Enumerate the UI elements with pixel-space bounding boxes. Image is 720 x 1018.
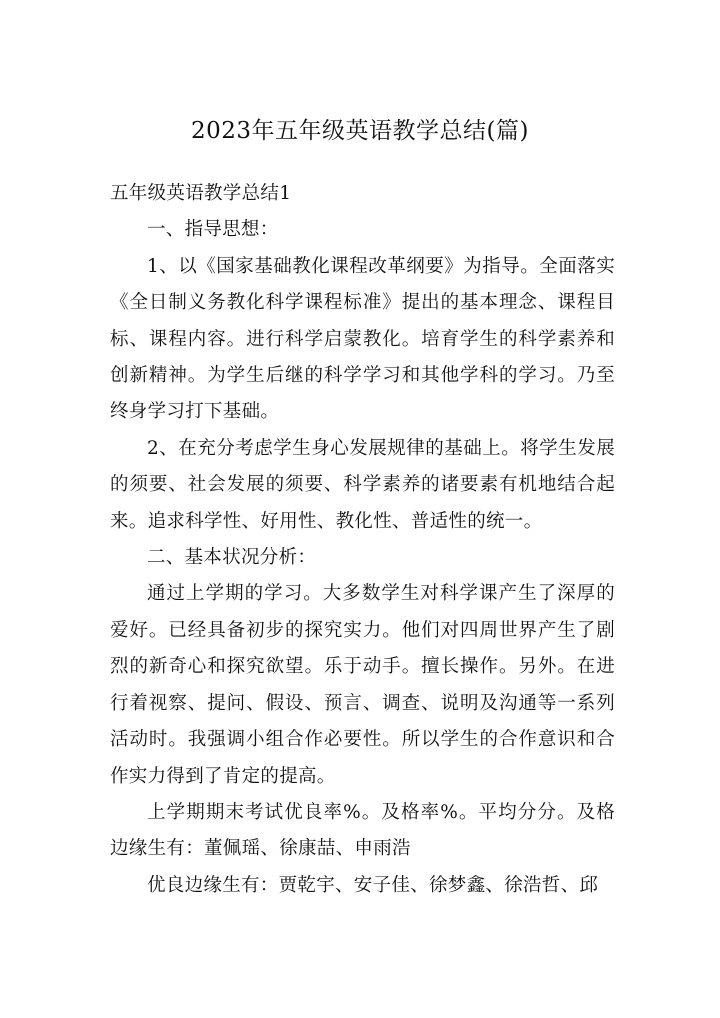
paragraph-guiding-1: 1、以《国家基础教化课程改革纲要》为指导。全面落实《全日制义务教化科学课程标准》提出的基本理念、课程目标、课程内容。进行科学启蒙教化。培育学生的科学素养和创新精神。为学生后继的科学学习和其他学科的学习。乃至终身学习打下基础。 xyxy=(110,255,615,423)
document-title: 2023年五年级英语教学总结(篇) xyxy=(191,118,529,144)
paragraph-guiding-2: 2、在充分考虑学生身心发展规律的基础上。将学生发展的须要、社会发展的须要、科学素养的诸要素有机地结合起来。追求科学性、好用性、教化性、普适性的统一。 xyxy=(110,437,615,532)
document-body xyxy=(110,176,615,904)
paragraph-borderline-students: 优良边缘生有：贾乾宇、安子佳、徐梦鑫、徐浩哲、邱 xyxy=(147,874,599,896)
heading-situation-analysis: 二、基本状况分析： xyxy=(147,547,317,569)
paragraph-exam-results: 上学期期末考试优良率%。及格率%。平均分分。及格边缘生有：董佩瑶、徐康喆、申雨浩 xyxy=(110,801,615,860)
paragraph-analysis: 通过上学期的学习。大多数学生对科学课产生了深厚的爱好。已经具备初步的探究实力。他们对四周世界产生了剧烈的新奇心和探究欲望。乐于动手。擅长操作。另外。在进行着视察、提问、假设、预言、调查、说明及沟通等一系列活动时。我强调小组合作必要性。所以学生的合作意识和合作实力得到了肯定的提高。 xyxy=(110,583,615,787)
heading-guiding-ideology: 一、指导思想： xyxy=(147,219,279,241)
section-heading: 五年级英语教学总结1 xyxy=(110,183,292,204)
